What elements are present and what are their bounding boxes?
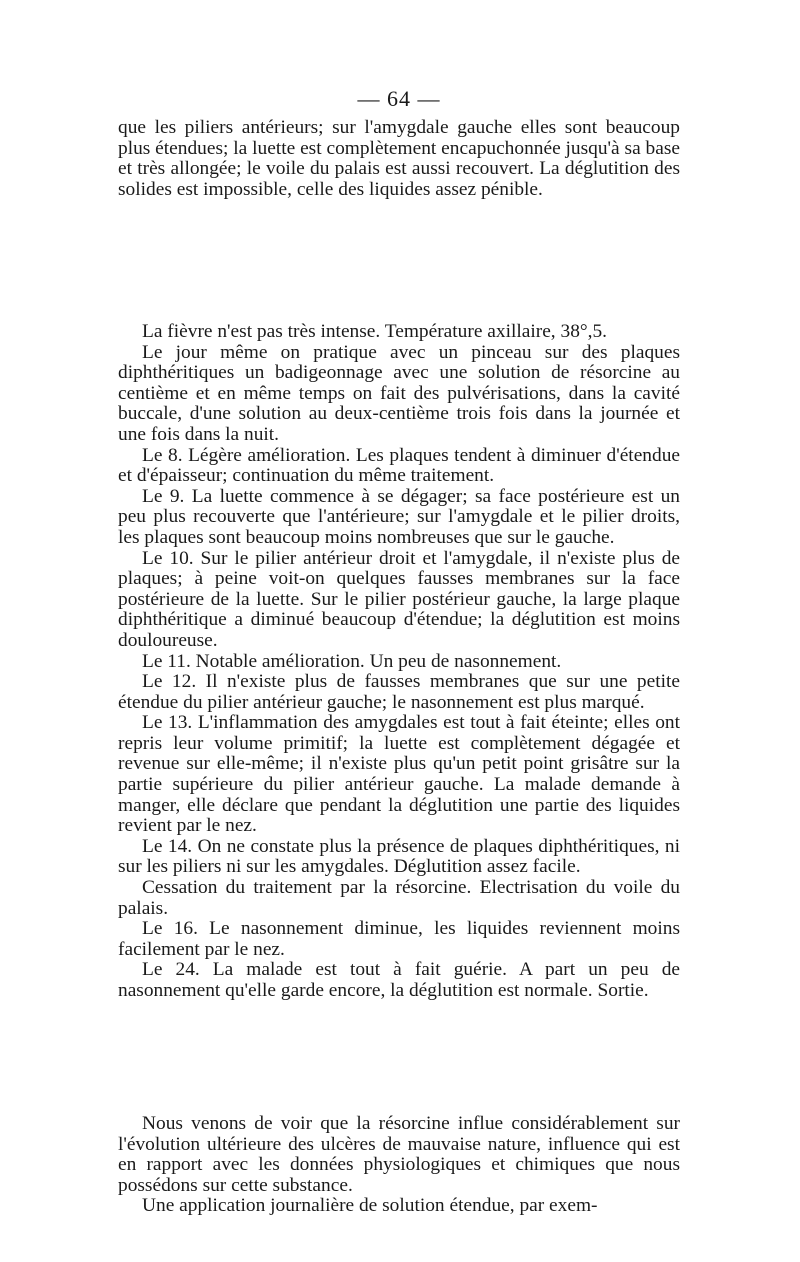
paragraph: Cessation du traitement par la résorcine. Electrisation du voile du palais. xyxy=(118,877,680,919)
paragraph: Nous venons de voir que la résorcine influe considérablement sur l'évolution ultérieure des ulcères de mauvaise nature, influence qui est en rapport avec les données physiologiques et chimiques que nous possédons sur cette substance. xyxy=(118,1113,680,1196)
case-notes xyxy=(118,322,680,1002)
paragraph: La fièvre n'est pas très intense. Température axillaire, 38°,5. xyxy=(142,321,608,342)
paragraph: Le 24. La malade est tout à fait guérie. A part un peu de nasonnement qu'elle garde encore, la déglutition est normale. Sortie. xyxy=(118,959,680,1001)
paragraph: Le 8. Légère amélioration. Les plaques tendent à diminuer d'étendue et d'épaisseur; continuation du même traitement. xyxy=(118,444,680,487)
paragraph-continuation: que les piliers antérieurs; sur l'amygdale gauche elles sont beaucoup plus étendues; la luette est complètement encapuchonnée jusqu'à sa base et très allongée; le voile du palais est aussi recouvert. La déglutition des solides est impossible, celle des liquides assez pénible. xyxy=(118,117,680,200)
page-number: — 64 — xyxy=(357,86,441,111)
paragraph: Le 12. Il n'existe plus de fausses membranes que sur une petite étendue du pilier antérieur gauche; le nasonnement est plus marqué. xyxy=(118,671,680,713)
paragraph: Le jour même on pratique avec un pinceau sur des plaques diphthéritiques un badigeonnage avec une solution de résorcine au centième et en même temps on fait des pulvérisations, dans la cavité buccale, d'une solution au deux-centième trois fois dans la journée et une fois dans la nuit. xyxy=(118,341,680,445)
paragraph: Le 14. On ne constate plus la présence de plaques diphthéritiques, ni sur les piliers ni sur les amygdales. Déglutition assez facile. xyxy=(118,835,680,878)
paragraph: Le 16. Le nasonnement diminue, les liquides reviennent moins facilement par le nez. xyxy=(118,918,680,960)
paragraph: Le 9. La luette commence à se dégager; sa face postérieure est un peu plus recouverte que l'antérieure; sur l'amygdale et le pilier droits, les plaques sont beaucoup moins nombreuses que sur le gauche. xyxy=(118,485,680,548)
paragraph: Une application journalière de solution étendue, par exem- xyxy=(142,1195,598,1217)
discussion xyxy=(118,1114,680,1217)
paragraph: Le 13. L'inflammation des amygdales est tout à fait éteinte; elles ont repris leur volume primitif; la luette est complètement dégagée et revenue sur elle-même; il n'existe plus qu'un petit point grisâtre sur la partie supérieure du pilier antérieur gauche. La malade demande à manger, elle déclare que pendant la déglutition une partie des liquides revient par le nez. xyxy=(118,712,680,837)
paragraph: Le 11. Notable amélioration. Un peu de nasonnement. xyxy=(142,650,562,672)
paragraph: Le 10. Sur le pilier antérieur droit et l'amygdale, il n'existe plus de plaques; à peine voit-on quelques fausses membranes sur la face postérieure de la luette. Sur le pilier postérieur gauche, la large plaque diphthéritique a diminué beaucoup d'étendue; la déglutition est moins douloureuse. xyxy=(118,547,680,651)
